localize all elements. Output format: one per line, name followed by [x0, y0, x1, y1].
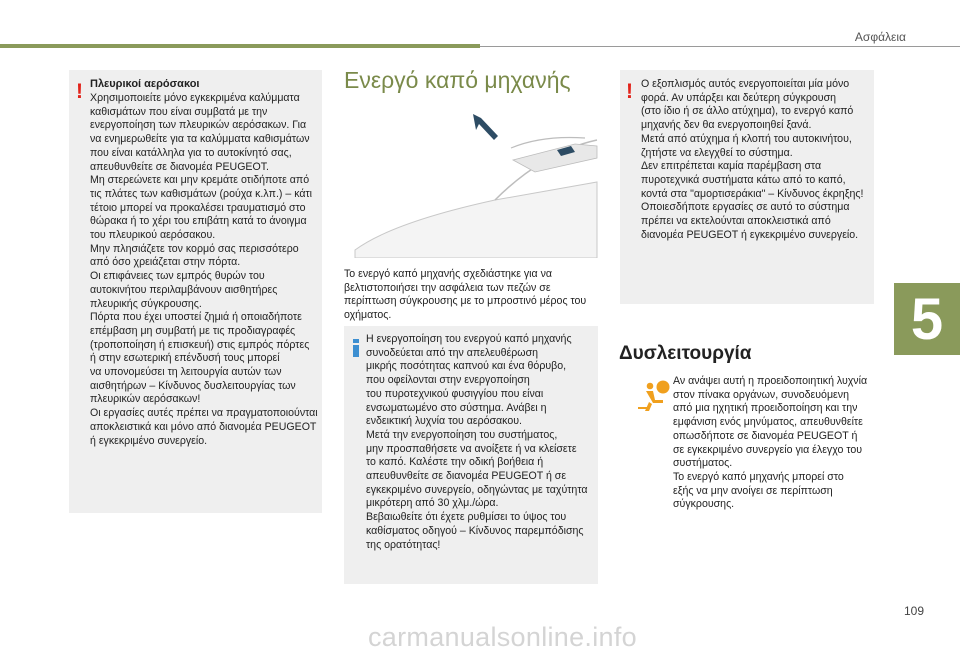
active-bonnet-info-text: Η ενεργοποίηση του ενεργού καπό μηχανής συνοδεύεται από την απελευθέρωση μικρής ποσότητας καπνού και ένα θόρυβο, που οφείλονται στην ενεργοποίηση του πυροτεχνικού φυσιγγίου που είναι ενσωματωμένο στο σύστημα. Ανάβει η ενδεικτική λυχνία του αερόσακου. Μετά την ενεργοποίηση του συστήματος, μην προσπαθήσετε να ανοίξετε ή να κλείσετε το καπό. Καλέστε την οδική βοήθεια ή απευθυνθείτε σε διανομέα PEUGEOT ή σε εγκεκριμένο συνεργείο, οδηγώντας με ταχύτητα μικρότερη από 30 χλμ./ώρα. Βεβαιωθείτε ότι έχετε ρυθμίσει το ύψος του καθίσματος οδηγού – Κίνδυνος παρεμπόδισης της ορατότητας! — [366, 333, 588, 551]
info-icon — [352, 339, 360, 357]
airbag-warning-lamp-icon — [636, 378, 672, 412]
side-airbags-text: Χρησιμοποιείτε μόνο εγκεκριμένα καλύμματα καθισμάτων που είναι συμβατά με την ενεργοποίηση των πλευρικών αερόσακων. Για να ενημερωθείτε για τα καλύμματα καθισμάτων που είναι κατάλληλα για το αυτοκίνητό σας, απευθυνθείτε σε διανομέα PEUGEOT. Μη στερεώνετε και μην κρεμάτε οτιδήποτε από τις πλάτες των καθισμάτων (ρούχα κ.λπ.) – κάτι τέτοιο μπορεί να προκαλέσει τραυματισμό στο θώρακα ή το χέρι του επιβάτη κατά το άνοιγμα του πλευρικού αερόσακου. Μην πλησιάζετε τον κορμό σας περισσότερο από όσο χρειάζεται στην πόρτα. Οι επιφάνειες των εμπρός θυρών του αυτοκινήτου περιλαμβάνουν αισθητήρες πλευρικής σύγκρουσης. Πόρτα που έχει υποστεί ζημιά ή οποιαδήποτε επέμβαση μη συμβατή με τις προδιαγραφές (τροποποίηση ή επισκευή) στις εμπρός πόρτες ή στην εσωτερική επένδυσή τους μπορεί να υπονομεύσει τη λειτουργία αυτών των αισθητήρων – Κίνδυνος δυσλειτουργίας των πλευρικών αερόσακων! Οι εργασίες αυτές πρέπει να πραγματοποιούνται αποκλειστικά και μόνο από διανομέα PEUGEOT ή εγκεκριμένο συνεργείο. — [90, 92, 318, 447]
header-rule — [480, 46, 960, 47]
active-bonnet-intro: Το ενεργό καπό μηχανής σχεδιάστηκε για να βελτιστοποιήσει την ασφάλεια των πεζών σε περίπτωση σύγκρουσης με το μπροστινό μέρος του οχήματος. — [344, 268, 587, 322]
car-bonnet-illustration — [345, 100, 598, 258]
malfunction-text: Αν ανάψει αυτή η προειδοποιητική λυχνία στον πίνακα οργάνων, συνοδευόμενη από μια ηχητική προειδοποίηση και την εμφάνιση ενός μηνύματος, απευθυνθείτε οπωσδήποτε σε διανομέα PEUGEOT ή σε εγκεκριμένο συνεργείο για έλεγχο του συστήματος. Το ενεργό καπό μηχανής μπορεί στο εξής να μην ανοίγει σε περίπτωση σύγκρουσης. — [673, 375, 868, 511]
section-title: Ασφάλεια — [854, 30, 906, 44]
single-use-warning-text: Ο εξοπλισμός αυτός ενεργοποιείται μία μόνο φορά. Αν υπάρξει και δεύτερη σύγκρουση (στο ίδιο ή σε άλλο ατύχημα), το ενεργό καπό μηχανής δεν θα ενεργοποιηθεί ξανά. Μετά από ατύχημα ή κλοπή του αυτοκινήτου, ζητήστε να ελεγχθεί το σύστημα. Δεν επιτρέπεται καμία παρέμβαση στα πυροτεχνικά συστήματα κάτω από το καπό, κοντά στα "αμορτισεράκια" – Κίνδυνος έκρηξης! Οποιεσδήποτε εργασίες σε αυτό το σύστημα πρέπει να εκτελούνται αποκλειστικά από διανομέα PEUGEOT ή εγκεκριμένο συνεργείο. — [641, 78, 864, 241]
page-number: 109 — [903, 604, 924, 618]
malfunction-heading: Δυσλειτουργία — [619, 343, 752, 364]
side-airbags-title: Πλευρικοί αερόσακοι — [90, 78, 200, 90]
warning-icon: ! — [76, 80, 83, 103]
active-bonnet-heading: Ενεργό καπό μηχανής — [344, 67, 571, 93]
chapter-number: 5 — [910, 286, 944, 352]
chapter-tab — [894, 283, 960, 355]
watermark: carmanualsonline.info — [368, 622, 637, 652]
warning-icon: ! — [626, 80, 633, 103]
header-rule-accent — [0, 44, 480, 48]
